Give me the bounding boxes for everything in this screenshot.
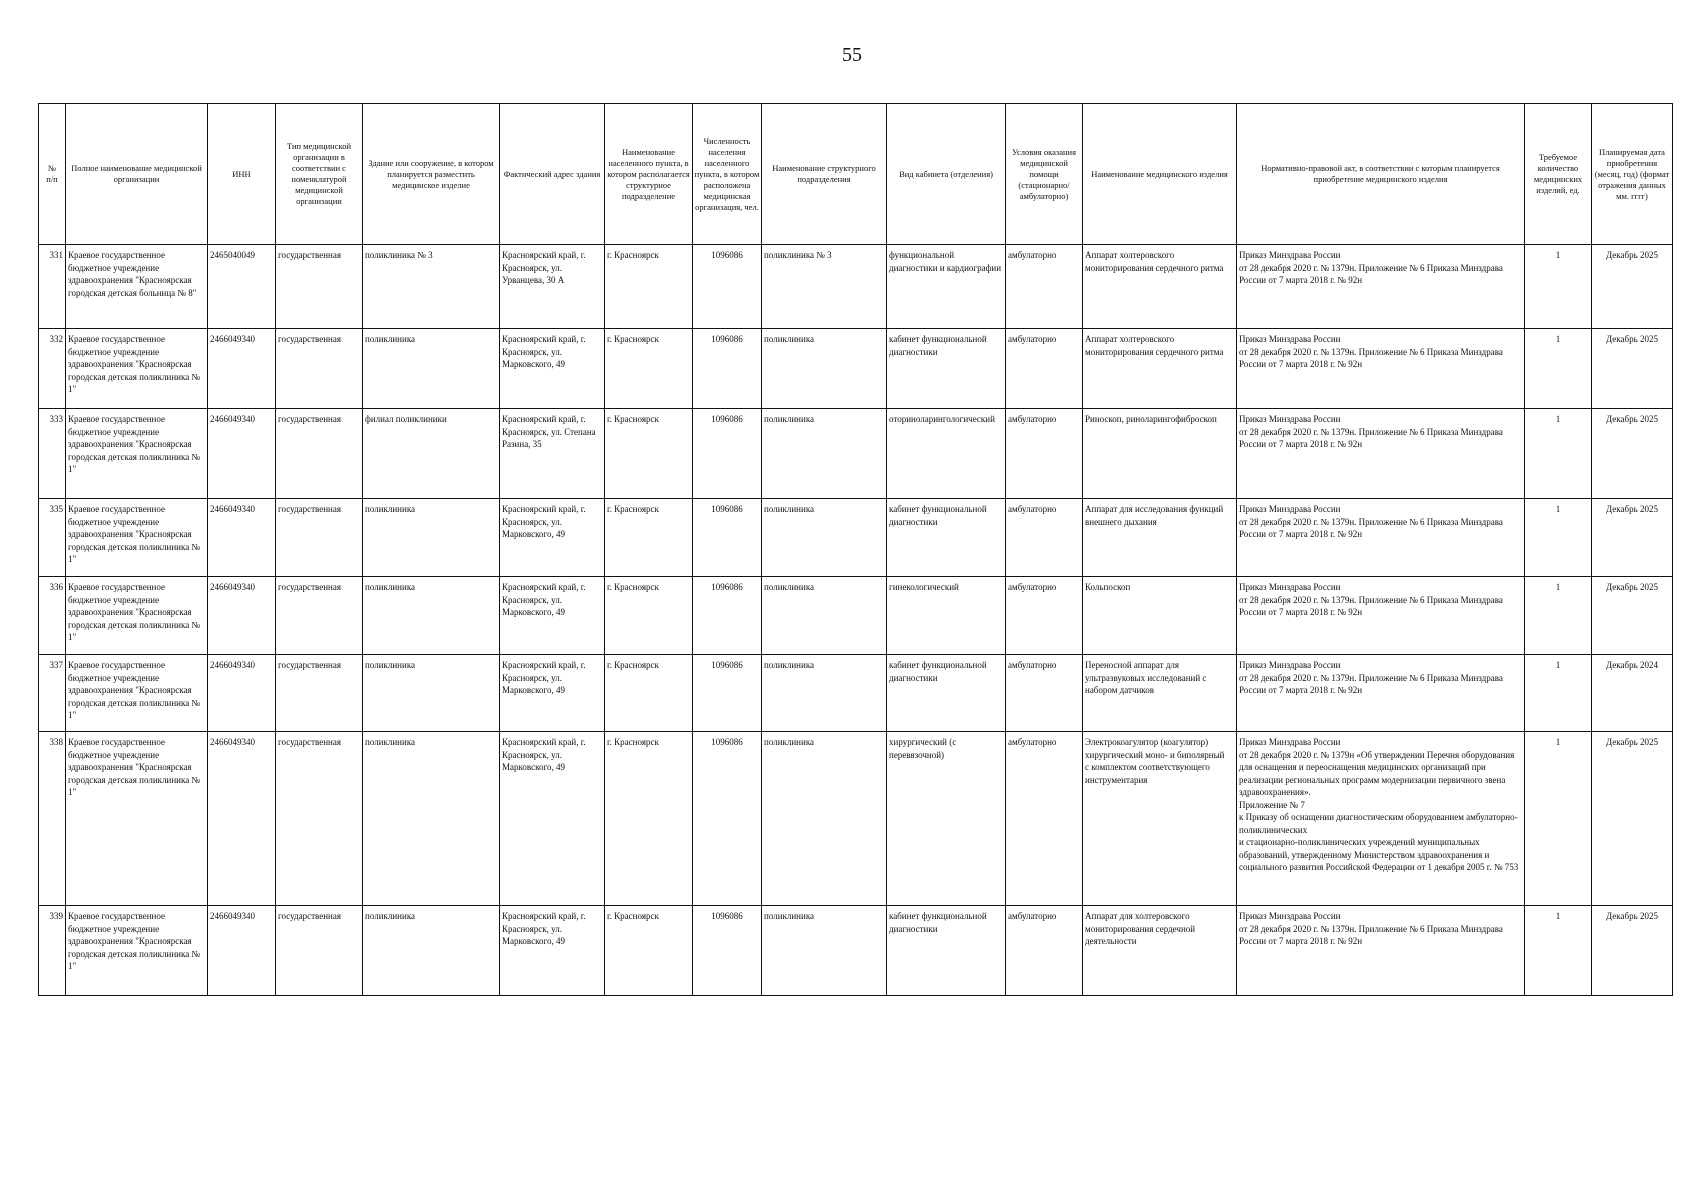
header-date: Планируемая дата приобретения (месяц, год) (формат отражения данных мм. гггг): [1592, 104, 1673, 245]
cell-population: 1096086: [693, 732, 762, 906]
cell-qty: 1: [1525, 732, 1592, 906]
cell-address: Красноярский край, г. Красноярск, ул. Марковского, 49: [500, 329, 605, 409]
cell-device: Аппарат для исследования функций внешнего дыхания: [1083, 499, 1237, 577]
cell-inn: 2466049340: [208, 329, 276, 409]
cell-date: Декабрь 2025: [1592, 577, 1673, 655]
cell-qty: 1: [1525, 499, 1592, 577]
header-act: Нормативно-правовой акт, в соответствии с которым планируется приобретение медицинского изделия: [1237, 104, 1525, 245]
cell-date: Декабрь 2025: [1592, 409, 1673, 499]
equipment-table: [38, 103, 1673, 996]
table-row: [39, 732, 1673, 906]
header-conditions: Условия оказания медицинской помощи (стационарно/ амбулаторно): [1006, 104, 1083, 245]
cell-org-type: государственная: [276, 409, 363, 499]
cell-address: Красноярский край, г. Красноярск, ул. Урванцева, 30 А: [500, 245, 605, 329]
cell-inn: 2466049340: [208, 732, 276, 906]
cell-date: Декабрь 2025: [1592, 329, 1673, 409]
cell-building: поликлиника: [363, 732, 500, 906]
table-row: [39, 329, 1673, 409]
cell-inn: 2466049340: [208, 577, 276, 655]
cell-device: Электрокоагулятор (коагулятор) хирургический моно- и биполярный с комплектом соответствующего инструментария: [1083, 732, 1237, 906]
cell-org-type: государственная: [276, 499, 363, 577]
cell-num: 338: [39, 732, 66, 906]
header-address: Фактический адрес здания: [500, 104, 605, 245]
cell-act: Приказ Минздрава России от 28 декабря 2020 г. № 1379н. Приложение № 6 Приказа Минздрава России от 7 марта 2018 г. № 92н: [1237, 577, 1525, 655]
cell-inn: 2466049340: [208, 499, 276, 577]
cell-address: Красноярский край, г. Красноярск, ул. Марковского, 49: [500, 655, 605, 732]
cell-qty: 1: [1525, 577, 1592, 655]
cell-inn: 2465040049: [208, 245, 276, 329]
cell-locality: г. Красноярск: [605, 577, 693, 655]
header-cabinet: Вид кабинета (отделения): [887, 104, 1006, 245]
cell-act: Приказ Минздрава России от 28 декабря 2020 г. № 1379н. Приложение № 6 Приказа Минздрава России от 7 марта 2018 г. № 92н: [1237, 655, 1525, 732]
cell-cabinet: кабинет функциональной диагностики: [887, 655, 1006, 732]
header-num: № п/п: [39, 104, 66, 245]
cell-org-name: Краевое государственное бюджетное учреждение здравоохранения "Красноярская городская детская поликлиника № 1": [66, 732, 208, 906]
cell-act: Приказ Минздрава России от 28 декабря 2020 г. № 1379н. Приложение № 6 Приказа Минздрава России от 7 марта 2018 г. № 92н: [1237, 409, 1525, 499]
cell-conditions: амбулаторно: [1006, 732, 1083, 906]
cell-act: Приказ Минздрава России от 28 декабря 2020 г. № 1379н. Приложение № 6 Приказа Минздрава России от 7 марта 2018 г. № 92н: [1237, 499, 1525, 577]
cell-population: 1096086: [693, 329, 762, 409]
cell-unit: поликлиника: [762, 732, 887, 906]
cell-org-name: Краевое государственное бюджетное учреждение здравоохранения "Красноярская городская детская поликлиника № 1": [66, 329, 208, 409]
cell-org-type: государственная: [276, 732, 363, 906]
table-row: [39, 655, 1673, 732]
cell-population: 1096086: [693, 655, 762, 732]
table-row: [39, 409, 1673, 499]
table-row: [39, 577, 1673, 655]
cell-cabinet: оториноларингологический: [887, 409, 1006, 499]
cell-num: 336: [39, 577, 66, 655]
cell-conditions: амбулаторно: [1006, 499, 1083, 577]
cell-date: Декабрь 2025: [1592, 906, 1673, 996]
cell-date: Декабрь 2024: [1592, 655, 1673, 732]
cell-unit: поликлиника: [762, 499, 887, 577]
table-header-row: [39, 104, 1673, 245]
header-device: Наименование медицинского изделия: [1083, 104, 1237, 245]
cell-qty: 1: [1525, 329, 1592, 409]
cell-org-name: Краевое государственное бюджетное учреждение здравоохранения "Красноярская городская детская поликлиника № 1": [66, 499, 208, 577]
cell-unit: поликлиника: [762, 577, 887, 655]
cell-num: 331: [39, 245, 66, 329]
cell-locality: г. Красноярск: [605, 655, 693, 732]
cell-population: 1096086: [693, 245, 762, 329]
table-body: [39, 245, 1673, 996]
cell-qty: 1: [1525, 245, 1592, 329]
header-unit: Наименование структурного подразделения: [762, 104, 887, 245]
header-building: Здание или сооружение, в котором планируется разместить медицинское изделие: [363, 104, 500, 245]
header-org-type: Тип медицинской организации в соответствии с номенклатурой медицинской организации: [276, 104, 363, 245]
cell-conditions: амбулаторно: [1006, 409, 1083, 499]
cell-building: поликлиника: [363, 906, 500, 996]
cell-device: Аппарат холтеровского мониторирования сердечного ритма: [1083, 245, 1237, 329]
cell-building: поликлиника: [363, 655, 500, 732]
cell-num: 333: [39, 409, 66, 499]
cell-num: 335: [39, 499, 66, 577]
cell-building: поликлиника: [363, 499, 500, 577]
cell-inn: 2466049340: [208, 906, 276, 996]
table-row: [39, 906, 1673, 996]
cell-locality: г. Красноярск: [605, 732, 693, 906]
cell-act: Приказ Минздрава России от 28 декабря 2020 г. № 1379н «Об утверждении Перечня оборудования для оснащения и переоснащения медицинских организаций при реализации региональных программ модернизации первичного звена здравоохранения». Приложение № 7 к Приказу об оснащении диагностическим оборудованием амбулаторно-поликлинических и стационарно-поликлинических учреждений муниципальных образований, утвержденному Министерством здравоохранения и социального развития Российской Федерации от 1 декабря 2005 г. № 753: [1237, 732, 1525, 906]
cell-unit: поликлиника: [762, 409, 887, 499]
cell-inn: 2466049340: [208, 409, 276, 499]
cell-unit: поликлиника: [762, 329, 887, 409]
cell-unit: поликлиника: [762, 906, 887, 996]
cell-conditions: амбулаторно: [1006, 906, 1083, 996]
cell-num: 337: [39, 655, 66, 732]
cell-locality: г. Красноярск: [605, 245, 693, 329]
cell-locality: г. Красноярск: [605, 409, 693, 499]
cell-cabinet: кабинет функциональной диагностики: [887, 906, 1006, 996]
cell-device: Риноскоп, риноларингофиброскоп: [1083, 409, 1237, 499]
header-population: Численность населения населенного пункта, в котором расположена медицинская организация, чел.: [693, 104, 762, 245]
cell-org-name: Краевое государственное бюджетное учреждение здравоохранения "Красноярская городская детская поликлиника № 1": [66, 655, 208, 732]
cell-unit: поликлиника № 3: [762, 245, 887, 329]
cell-cabinet: кабинет функциональной диагностики: [887, 499, 1006, 577]
cell-date: Декабрь 2025: [1592, 499, 1673, 577]
cell-device: Кольпоскоп: [1083, 577, 1237, 655]
cell-cabinet: функциональной диагностики и кардиографии: [887, 245, 1006, 329]
cell-num: 332: [39, 329, 66, 409]
cell-unit: поликлиника: [762, 655, 887, 732]
cell-org-type: государственная: [276, 906, 363, 996]
cell-building: поликлиника: [363, 329, 500, 409]
cell-org-name: Краевое государственное бюджетное учреждение здравоохранения "Красноярская городская детская поликлиника № 1": [66, 906, 208, 996]
cell-device: Переносной аппарат для ультразвуковых исследований с набором датчиков: [1083, 655, 1237, 732]
cell-date: Декабрь 2025: [1592, 732, 1673, 906]
header-qty: Требуемое количество медицинских изделий, ед.: [1525, 104, 1592, 245]
cell-address: Красноярский край, г. Красноярск, ул. Марковского, 49: [500, 577, 605, 655]
cell-org-type: государственная: [276, 577, 363, 655]
cell-population: 1096086: [693, 577, 762, 655]
cell-conditions: амбулаторно: [1006, 577, 1083, 655]
cell-org-name: Краевое государственное бюджетное учреждение здравоохранения "Красноярская городская детская поликлиника № 1": [66, 409, 208, 499]
table-row: [39, 245, 1673, 329]
cell-address: Красноярский край, г. Красноярск, ул. Марковского, 49: [500, 499, 605, 577]
cell-qty: 1: [1525, 409, 1592, 499]
cell-act: Приказ Минздрава России от 28 декабря 2020 г. № 1379н. Приложение № 6 Приказа Минздрава России от 7 марта 2018 г. № 92н: [1237, 906, 1525, 996]
header-locality: Наименование населенного пункта, в котором располагается структурное подразделение: [605, 104, 693, 245]
cell-org-name: Краевое государственное бюджетное учреждение здравоохранения "Красноярская городская детская поликлиника № 1": [66, 577, 208, 655]
cell-building: филиал поликлиники: [363, 409, 500, 499]
cell-date: Декабрь 2025: [1592, 245, 1673, 329]
cell-device: Аппарат холтеровского мониторирования сердечного ритма: [1083, 329, 1237, 409]
cell-cabinet: гинекологический: [887, 577, 1006, 655]
cell-population: 1096086: [693, 409, 762, 499]
cell-qty: 1: [1525, 655, 1592, 732]
cell-org-type: государственная: [276, 329, 363, 409]
cell-building: поликлиника: [363, 577, 500, 655]
cell-address: Красноярский край, г. Красноярск, ул. Марковского, 49: [500, 906, 605, 996]
page-number: 55: [842, 44, 862, 66]
cell-address: Красноярский край, г. Красноярск, ул. Марковского, 49: [500, 732, 605, 906]
cell-population: 1096086: [693, 906, 762, 996]
header-inn: ИНН: [208, 104, 276, 245]
cell-address: Красноярский край, г. Красноярск, ул. Степана Разина, 35: [500, 409, 605, 499]
cell-conditions: амбулаторно: [1006, 655, 1083, 732]
cell-conditions: амбулаторно: [1006, 329, 1083, 409]
cell-org-type: государственная: [276, 655, 363, 732]
cell-num: 339: [39, 906, 66, 996]
cell-act: Приказ Минздрава России от 28 декабря 2020 г. № 1379н. Приложение № 6 Приказа Минздрава России от 7 марта 2018 г. № 92н: [1237, 329, 1525, 409]
table-row: [39, 499, 1673, 577]
cell-device: Аппарат для холтеровского мониторирования сердечной деятельности: [1083, 906, 1237, 996]
cell-inn: 2466049340: [208, 655, 276, 732]
cell-building: поликлиника № 3: [363, 245, 500, 329]
cell-population: 1096086: [693, 499, 762, 577]
header-org-name: Полное наименование медицинской организации: [66, 104, 208, 245]
cell-conditions: амбулаторно: [1006, 245, 1083, 329]
cell-org-name: Краевое государственное бюджетное учреждение здравоохранения "Красноярская городская детская больница № 8": [66, 245, 208, 329]
cell-cabinet: хирургический (с перевязочной): [887, 732, 1006, 906]
cell-act: Приказ Минздрава России от 28 декабря 2020 г. № 1379н. Приложение № 6 Приказа Минздрава России от 7 марта 2018 г. № 92н: [1237, 245, 1525, 329]
cell-org-type: государственная: [276, 245, 363, 329]
cell-locality: г. Красноярск: [605, 329, 693, 409]
cell-locality: г. Красноярск: [605, 906, 693, 996]
cell-cabinet: кабинет функциональной диагностики: [887, 329, 1006, 409]
cell-locality: г. Красноярск: [605, 499, 693, 577]
cell-qty: 1: [1525, 906, 1592, 996]
